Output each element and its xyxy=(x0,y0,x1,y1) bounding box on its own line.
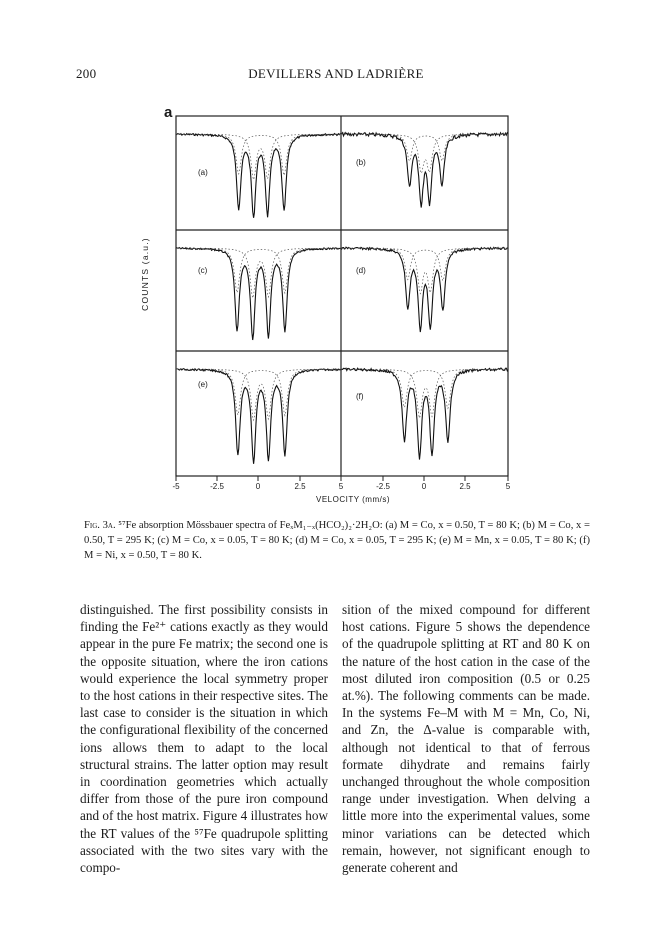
x-tick-label: -2.5 xyxy=(376,482,390,491)
x-tick-label: 0 xyxy=(421,482,427,491)
spectrum-trace xyxy=(341,247,508,332)
subspectrum-fit xyxy=(341,248,508,281)
page-number: 200 xyxy=(76,66,97,81)
figure-letter: a xyxy=(164,104,173,121)
x-tick-label: 5 xyxy=(338,482,344,491)
x-tick-label: 0 xyxy=(255,482,261,491)
panel-label-c: (c) xyxy=(198,266,208,275)
body-text-left-column: distinguished. The first possibility consists in finding the Fe²⁺ cations exactly as they would appear in the pure Fe matrix; the second one is the opposite situation, where the iron cations would experience the local symmetry proper to the host cations in their respective sites. The last case to consider is the situation in which the configurational flexibility of the concerned ions allows them to adapt to the local structural strains. The latter option may result in coordination geometries which actually differ from those of the pure iron compound and of the host matrix. Figure 4 illustrates how the RT values of the ⁵⁷Fe quadrupole splitting associated with the two sites vary with the compo- xyxy=(80,602,328,876)
figure-caption xyxy=(84,518,590,563)
spectrum-trace xyxy=(341,133,508,208)
subspectrum-fit xyxy=(341,134,508,173)
x-tick-label: 2.5 xyxy=(459,482,471,491)
subspectrum-fit xyxy=(341,369,508,418)
x-axis-label: VELOCITY (mm/s) xyxy=(316,495,391,504)
x-tick-label: -5 xyxy=(172,482,180,491)
body-text-right-column: sition of the mixed compound for different host cations. Figure 5 shows the dependence of the quadrupole splitting at RT and 80 K on the nature of the host cation in the case of the most diluted iron composition (0.5 or 0.25 at.%). The following comments can be made. In the systems Fe–M with M = Mn, Co, Ni, and Zn, the Δ-value is comparable with, although not identical to that of ferrous formate dihydrate and remains fairly unchanged throughout the whole composition range under investigation. When delving a little more into the experimental values, some minor variations can be detected which remain, however, not significant enough to generate coherent and xyxy=(342,602,590,876)
x-tick-label: 5 xyxy=(505,482,511,491)
panel-label-a: (a) xyxy=(198,168,208,177)
x-tick-label: 2.5 xyxy=(294,482,306,491)
caption-prefix: Fig. 3a. xyxy=(84,520,116,531)
spectrum-trace xyxy=(341,368,508,459)
mossbauer-spectra-plot xyxy=(152,104,524,508)
panel-label-e: (e) xyxy=(198,380,208,389)
figure-3a xyxy=(140,104,524,508)
x-tick-label: -2.5 xyxy=(210,482,224,491)
subspectrum-fit xyxy=(176,369,341,415)
running-title: DEVILLERS AND LADRIÈRE xyxy=(248,66,424,81)
panel-label-f: (f) xyxy=(356,392,364,401)
panel-label-b: (b) xyxy=(356,158,366,167)
subspectrum-fit xyxy=(341,134,508,161)
panel-label-d: (d) xyxy=(356,266,366,275)
y-axis-label: COUNTS (a.u.) xyxy=(140,237,150,311)
caption-text: ⁵⁷Fe absorption Mössbauer spectra of FeₓM₁₋ₓ(HCO₂)₂·2H₂O: (a) M = Co, x = 0.50, T = 80 K; (b) M = Co, x = 0.50, T = 295 K; (c) M = Co, x = 0.05, T = 80 K; (d) M = Co, x = 0.05, T = 295 K; (e) M = Mn, x = 0.05, T = 80 K; (f) M = Ni, x = 0.50, T = 80 K. xyxy=(84,520,590,561)
figure-frame xyxy=(176,116,508,476)
spectrum-trace xyxy=(176,248,341,340)
